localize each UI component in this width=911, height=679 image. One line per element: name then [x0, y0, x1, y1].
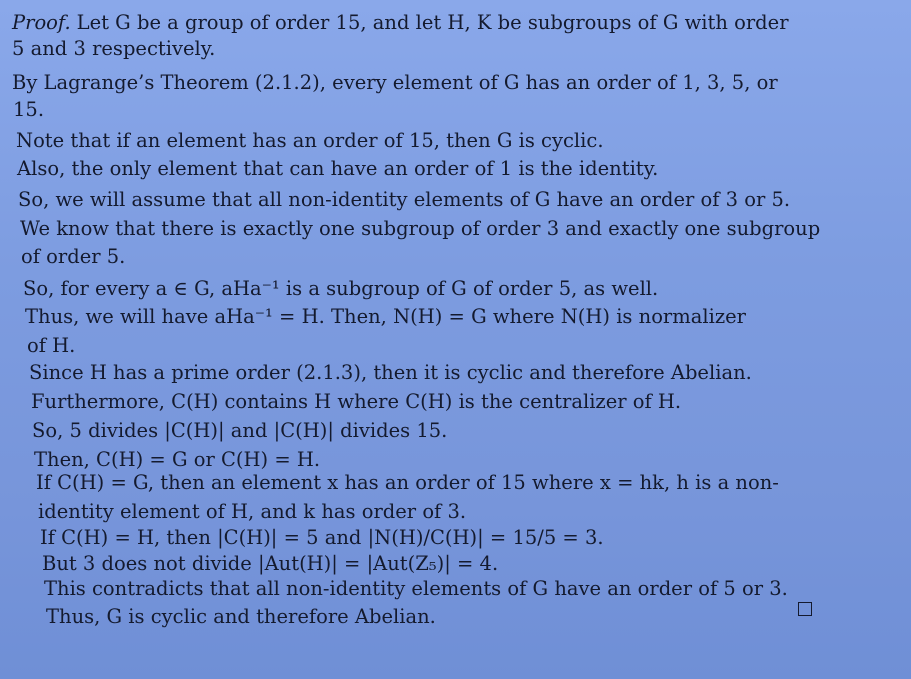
proof-line-6: Also, the only element that can have an order of 1 is the identity.: [17, 157, 659, 180]
proof-line-9: of order 5.: [21, 245, 126, 268]
proof-line-16: Then, C(H) = G or C(H) = H.: [34, 448, 321, 471]
proof-line-14: Furthermore, C(H) contains H where C(H) is the centralizer of H.: [31, 390, 682, 413]
proof-line-15: So, 5 divides |C(H)| and |C(H)| divides 15.: [32, 419, 448, 442]
proof-line-2: 5 and 3 respectively.: [12, 37, 216, 60]
proof-line-7: So, we will assume that all non-identity elements of G have an order of 3 or 5.: [18, 188, 791, 211]
proof-line-20: But 3 does not divide |Aut(H)| = |Aut(Z₅)| = 4.: [42, 552, 499, 575]
proof-line-3: By Lagrange’s Theorem (2.1.2), every element of G has an order of 1, 3, 5, or: [12, 71, 778, 94]
proof-line-21: This contradicts that all non-identity elements of G have an order of 5 or 3.: [44, 577, 788, 600]
proof-line-18: identity element of H, and k has order of 3.: [38, 500, 467, 523]
proof-line-11: Thus, we will have aHa⁻¹ = H. Then, N(H) = G where N(H) is normalizer: [25, 305, 746, 328]
proof-line-13: Since H has a prime order (2.1.3), then it is cyclic and therefore Abelian.: [29, 361, 752, 384]
proof-line-22: Thus, G is cyclic and therefore Abelian.: [46, 605, 436, 628]
proof-line-8: We know that there is exactly one subgroup of order 3 and exactly one subgroup: [20, 217, 821, 240]
proof-line-10: So, for every a ∈ G, aHa⁻¹ is a subgroup of G of order 5, as well.: [23, 277, 659, 300]
proof-line-1: [12, 10, 789, 36]
proof-line-17: If C(H) = G, then an element x has an order of 15 where x = hk, h is a non-: [36, 471, 779, 494]
proof-line-19: If C(H) = H, then |C(H)| = 5 and |N(H)/C(H)| = 15/5 = 3.: [40, 526, 604, 549]
proof-label: Proof.: [12, 11, 71, 34]
proof-line-12: of H.: [27, 334, 76, 357]
proof-line-text: Let G be a group of order 15, and let H, K be subgroups of G with order: [76, 11, 789, 34]
proof-line-5: Note that if an element has an order of 15, then G is cyclic.: [16, 129, 604, 152]
qed-square-icon: [798, 602, 812, 616]
proof-line-4: 15.: [13, 98, 45, 121]
